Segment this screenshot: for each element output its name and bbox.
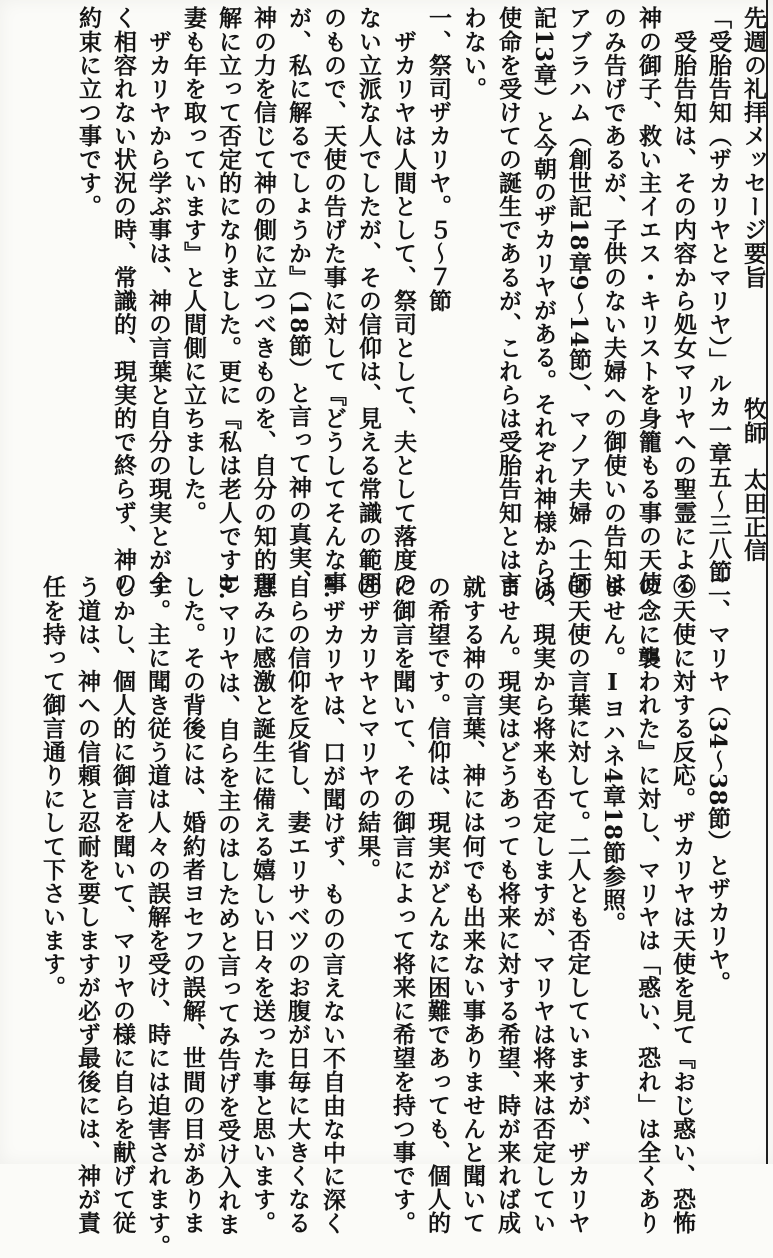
bottom-paragraph: b.マリヤは、自らを主のはしためと言ってみ告げを受け入れま xyxy=(214,575,241,1237)
top-paragraph: 約束に立つ事です。 xyxy=(75,6,102,218)
top-paragraph: ザカリヤは人間として、祭司として、夫として落度の xyxy=(390,6,417,595)
top-paragraph: く相容れない状況の時、常識的、現実的で終らず、神の xyxy=(110,6,137,595)
bottom-paragraph: に御言を聞いて、その御言によって将来に希望を持つ事です。 xyxy=(389,575,416,1235)
bottom-paragraph: ③ザカリヤとマリヤの結果。 xyxy=(354,575,381,882)
top-paragraph: 神の御子、救い主イエス・キリストを身籠もる事の天使 xyxy=(635,6,662,595)
message-title: 先週の礼拝メッセージ要旨 xyxy=(740,6,767,289)
bottom-paragraph: ①天使に対する反応。ザカリヤは天使を見て『おじ惑い、恐怖 xyxy=(669,575,696,1235)
top-paragraph: 妻も年を取っています』と人間側に立ちました。 xyxy=(180,6,207,525)
bottom-paragraph: う道は、神への信頼と忍耐を要しますが必ず最後には、神が責 xyxy=(74,575,101,1235)
bottom-paragraph: の念に襲われた』に対し、マリヤは「惑い、恐れ」は全くあり xyxy=(634,575,661,1235)
top-paragraph: 解に立って否定的になりました。更に『私は老人ですし xyxy=(215,6,242,595)
bottom-paragraph: す。主に聞き従う道は人々の誤解を受け、時には迫害されます。 xyxy=(144,575,171,1258)
bottom-paragraph: 自らの信仰を反省し、妻エリサベツのお腹が日毎に大きくなる xyxy=(284,575,311,1235)
top-section xyxy=(71,6,771,604)
bottom-paragraph: の希望です。信仰は、現実がどんなに困難であっても、個人的 xyxy=(424,575,451,1235)
bottom-paragraph: ②天使の言葉に対して。二人とも否定していますが、ザカリヤ xyxy=(564,575,591,1235)
bottom-paragraph: ません。Ⅰヨハネ4章18節参照。 xyxy=(599,575,626,935)
bottom-paragraph: a.ザカリヤは、口が聞けず、ものの言えない不自由な中に深く xyxy=(319,575,346,1235)
section-heading: 一、祭司ザカリヤ。５～７節 xyxy=(425,6,452,313)
bottom-paragraph: しかし、個人的に御言を聞いて、マリヤの様に自らを献げて従 xyxy=(109,575,136,1235)
bottom-paragraph: ません。現実はどうあっても将来に対する希望、時が来れば成 xyxy=(494,575,521,1235)
bottom-paragraph: は、現実から将来も否定しますが、マリヤは将来は否定してい xyxy=(529,575,556,1235)
author-name: 牧師 太田正信 xyxy=(740,397,767,562)
section-heading: 二、マリヤ（34～38節）とザカリヤ。 xyxy=(704,575,731,995)
top-paragraph: 受胎告知は、その内容から処女マリヤへの聖霊による xyxy=(670,6,697,595)
top-paragraph: ザカリヤから学ぶ事は、神の言葉と自分の現実とが全 xyxy=(145,6,172,595)
top-paragraph: ない立派な人でしたが、その信仰は、見える常識の範囲 xyxy=(355,6,382,595)
bottom-section xyxy=(35,575,735,1258)
top-paragraph: アブラハム（創世記18章9～14節）、マノア夫婦（士師 xyxy=(565,6,592,596)
bottom-paragraph: 任を持って御言通りにして下さいます。 xyxy=(39,575,66,999)
header-line xyxy=(736,6,771,562)
top-paragraph: が、私に解るでしょうか』（18節）と言って神の真実、 xyxy=(285,6,312,593)
top-paragraph: わない。 xyxy=(460,6,487,101)
top-paragraph: 記13章）と今朝のザカリヤがある。それぞれ神様からの xyxy=(530,6,557,605)
top-paragraph: 「受胎告知（ザカリヤとマリヤ）」ルカ一章五～三八節 xyxy=(705,6,732,584)
bottom-paragraph: 恵みに感激と誕生に備える嬉しい日々を送った事と思います。 xyxy=(249,575,276,1235)
bottom-paragraph: した。その背後には、婚約者ヨセフの誤解、世間の目がありま xyxy=(179,575,206,1235)
top-paragraph: のもので、天使の告げた事に対して『どうしてそんな事 xyxy=(320,6,347,595)
bottom-paragraph: 就する神の言葉、神には何でも出来ない事ありませんと聞いて xyxy=(459,575,486,1235)
top-paragraph: 神の力を信じて神の側に立つべきものを、自分の知的理 xyxy=(250,6,277,595)
top-paragraph: のみ告げであるが、子供のない夫婦への御使いの告知は xyxy=(600,6,627,595)
top-paragraph: 使命を受けての誕生であるが、これらは受胎告知とは言 xyxy=(495,6,522,595)
